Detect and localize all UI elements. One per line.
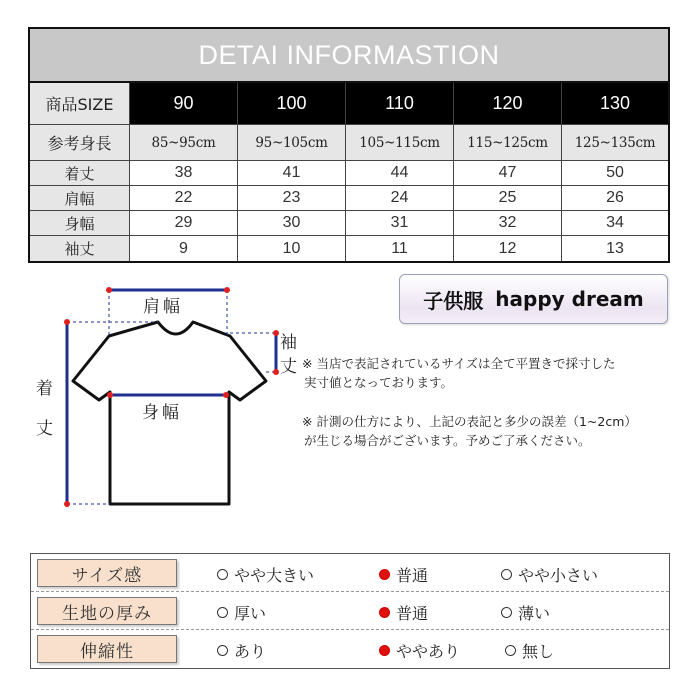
selected-dot-icon	[379, 569, 390, 580]
option-text: ややあり	[396, 642, 461, 661]
size-header-row	[30, 83, 668, 125]
option-item	[501, 601, 550, 624]
option-item	[217, 639, 266, 662]
option-item-selected	[379, 639, 460, 662]
table-row	[30, 186, 668, 211]
table-cell: 24	[346, 186, 454, 210]
product-attributes	[30, 553, 670, 669]
attribute-label: 生地の厚み	[37, 597, 177, 625]
table-cell: 23	[238, 186, 346, 210]
table-cell: 47	[454, 161, 562, 185]
size-90: 90	[130, 83, 238, 124]
option-item	[217, 601, 266, 624]
table-cell: 41	[238, 161, 346, 185]
empty-circle-icon	[217, 607, 228, 618]
option-item	[505, 639, 554, 662]
attribute-row-size-feel	[31, 554, 669, 592]
size-110: 110	[346, 83, 454, 124]
note-line: 実寸値となっております。	[304, 375, 454, 390]
empty-circle-icon	[501, 607, 512, 618]
table-cell: 9	[130, 236, 238, 261]
table-row	[30, 211, 668, 236]
option-text: あり	[234, 642, 267, 661]
reference-height-cell: 85~95cm	[130, 125, 238, 160]
empty-circle-icon	[217, 569, 228, 580]
reference-height-row	[30, 125, 668, 161]
reference-height-cell: 105~115cm	[346, 125, 454, 160]
option-text: やや大きい	[234, 566, 315, 585]
reference-height-label: 参考身長	[30, 125, 130, 160]
row-label: 身幅	[30, 211, 130, 235]
table-cell: 32	[454, 211, 562, 235]
reference-height-cell: 125~135cm	[562, 125, 668, 160]
attribute-label: 伸縮性	[37, 635, 177, 663]
size-table	[28, 27, 670, 263]
option-item	[501, 563, 598, 586]
measure-point	[273, 369, 279, 375]
table-row	[30, 161, 668, 186]
table-cell: 26	[606, 189, 624, 206]
table-cell: 13	[606, 239, 624, 257]
empty-circle-icon	[217, 645, 228, 656]
option-text: 厚い	[234, 604, 267, 623]
row-label: 着丈	[30, 161, 130, 185]
measure-point	[64, 501, 70, 507]
note-line: が生じる場合がございます。予めご了承ください。	[304, 433, 591, 448]
measure-point	[64, 319, 70, 325]
option-text: 普通	[396, 604, 429, 623]
measure-point	[223, 392, 229, 398]
table-cell: 25	[454, 186, 562, 210]
option-text: 薄い	[518, 604, 551, 623]
table-cell: 30	[238, 211, 346, 235]
tshirt-measurement-diagram	[30, 280, 320, 520]
size-130: 130	[562, 83, 668, 124]
note-line: ※ 計測の仕方により、上記の表記と多少の誤差（1~2cm）	[302, 414, 637, 429]
option-item	[217, 563, 314, 586]
sleeve-label-top: 袖	[280, 333, 297, 353]
note-line: ※ 当店で表記されているサイズは全て平置きで採寸した	[302, 356, 616, 371]
attribute-row-thickness	[31, 592, 669, 630]
table-cell: 50	[606, 164, 624, 181]
shoulder-width-label: 肩幅	[143, 297, 183, 317]
brand-name-en: happy dream	[495, 287, 644, 311]
attribute-row-stretch	[31, 630, 669, 668]
option-item-selected	[379, 601, 428, 624]
table-cell: 44	[346, 161, 454, 185]
table-row	[30, 236, 668, 261]
attribute-label: サイズ感	[37, 559, 177, 587]
table-title: DETAI INFORMASTION	[30, 29, 668, 83]
selected-dot-icon	[379, 607, 390, 618]
size-100: 100	[238, 83, 346, 124]
measure-point	[106, 287, 112, 293]
table-cell: 12	[454, 236, 562, 261]
option-item-selected	[379, 563, 428, 586]
table-cell: 31	[346, 211, 454, 235]
option-text: 普通	[396, 566, 429, 585]
chest-width-label: 身幅	[142, 403, 182, 423]
table-cell: 10	[238, 236, 346, 261]
length-label-bottom: 丈	[36, 419, 53, 439]
selected-dot-icon	[379, 645, 390, 656]
table-cell: 22	[130, 186, 238, 210]
option-text: やや小さい	[518, 566, 599, 585]
reference-height-cell: 95~105cm	[238, 125, 346, 160]
table-cell: 38	[130, 161, 238, 185]
empty-circle-icon	[501, 569, 512, 580]
size-header-label: 商品SIZE	[30, 83, 130, 124]
table-cell: 34	[606, 214, 624, 231]
empty-circle-icon	[505, 645, 516, 656]
row-label: 袖丈	[30, 236, 130, 261]
table-cell: 29	[130, 211, 238, 235]
option-text: 無し	[522, 642, 555, 661]
reference-height-cell: 115~125cm	[454, 125, 562, 160]
brand-name-jp: 子供服	[423, 288, 484, 313]
length-label-top: 着	[36, 379, 53, 399]
measure-point	[273, 330, 279, 336]
measure-point	[224, 287, 230, 293]
size-120: 120	[454, 83, 562, 124]
measure-point	[107, 392, 113, 398]
brand-banner	[399, 274, 668, 324]
sleeve-label-bottom: 丈	[280, 357, 297, 377]
table-cell: 11	[346, 236, 454, 261]
row-label: 肩幅	[30, 186, 130, 210]
